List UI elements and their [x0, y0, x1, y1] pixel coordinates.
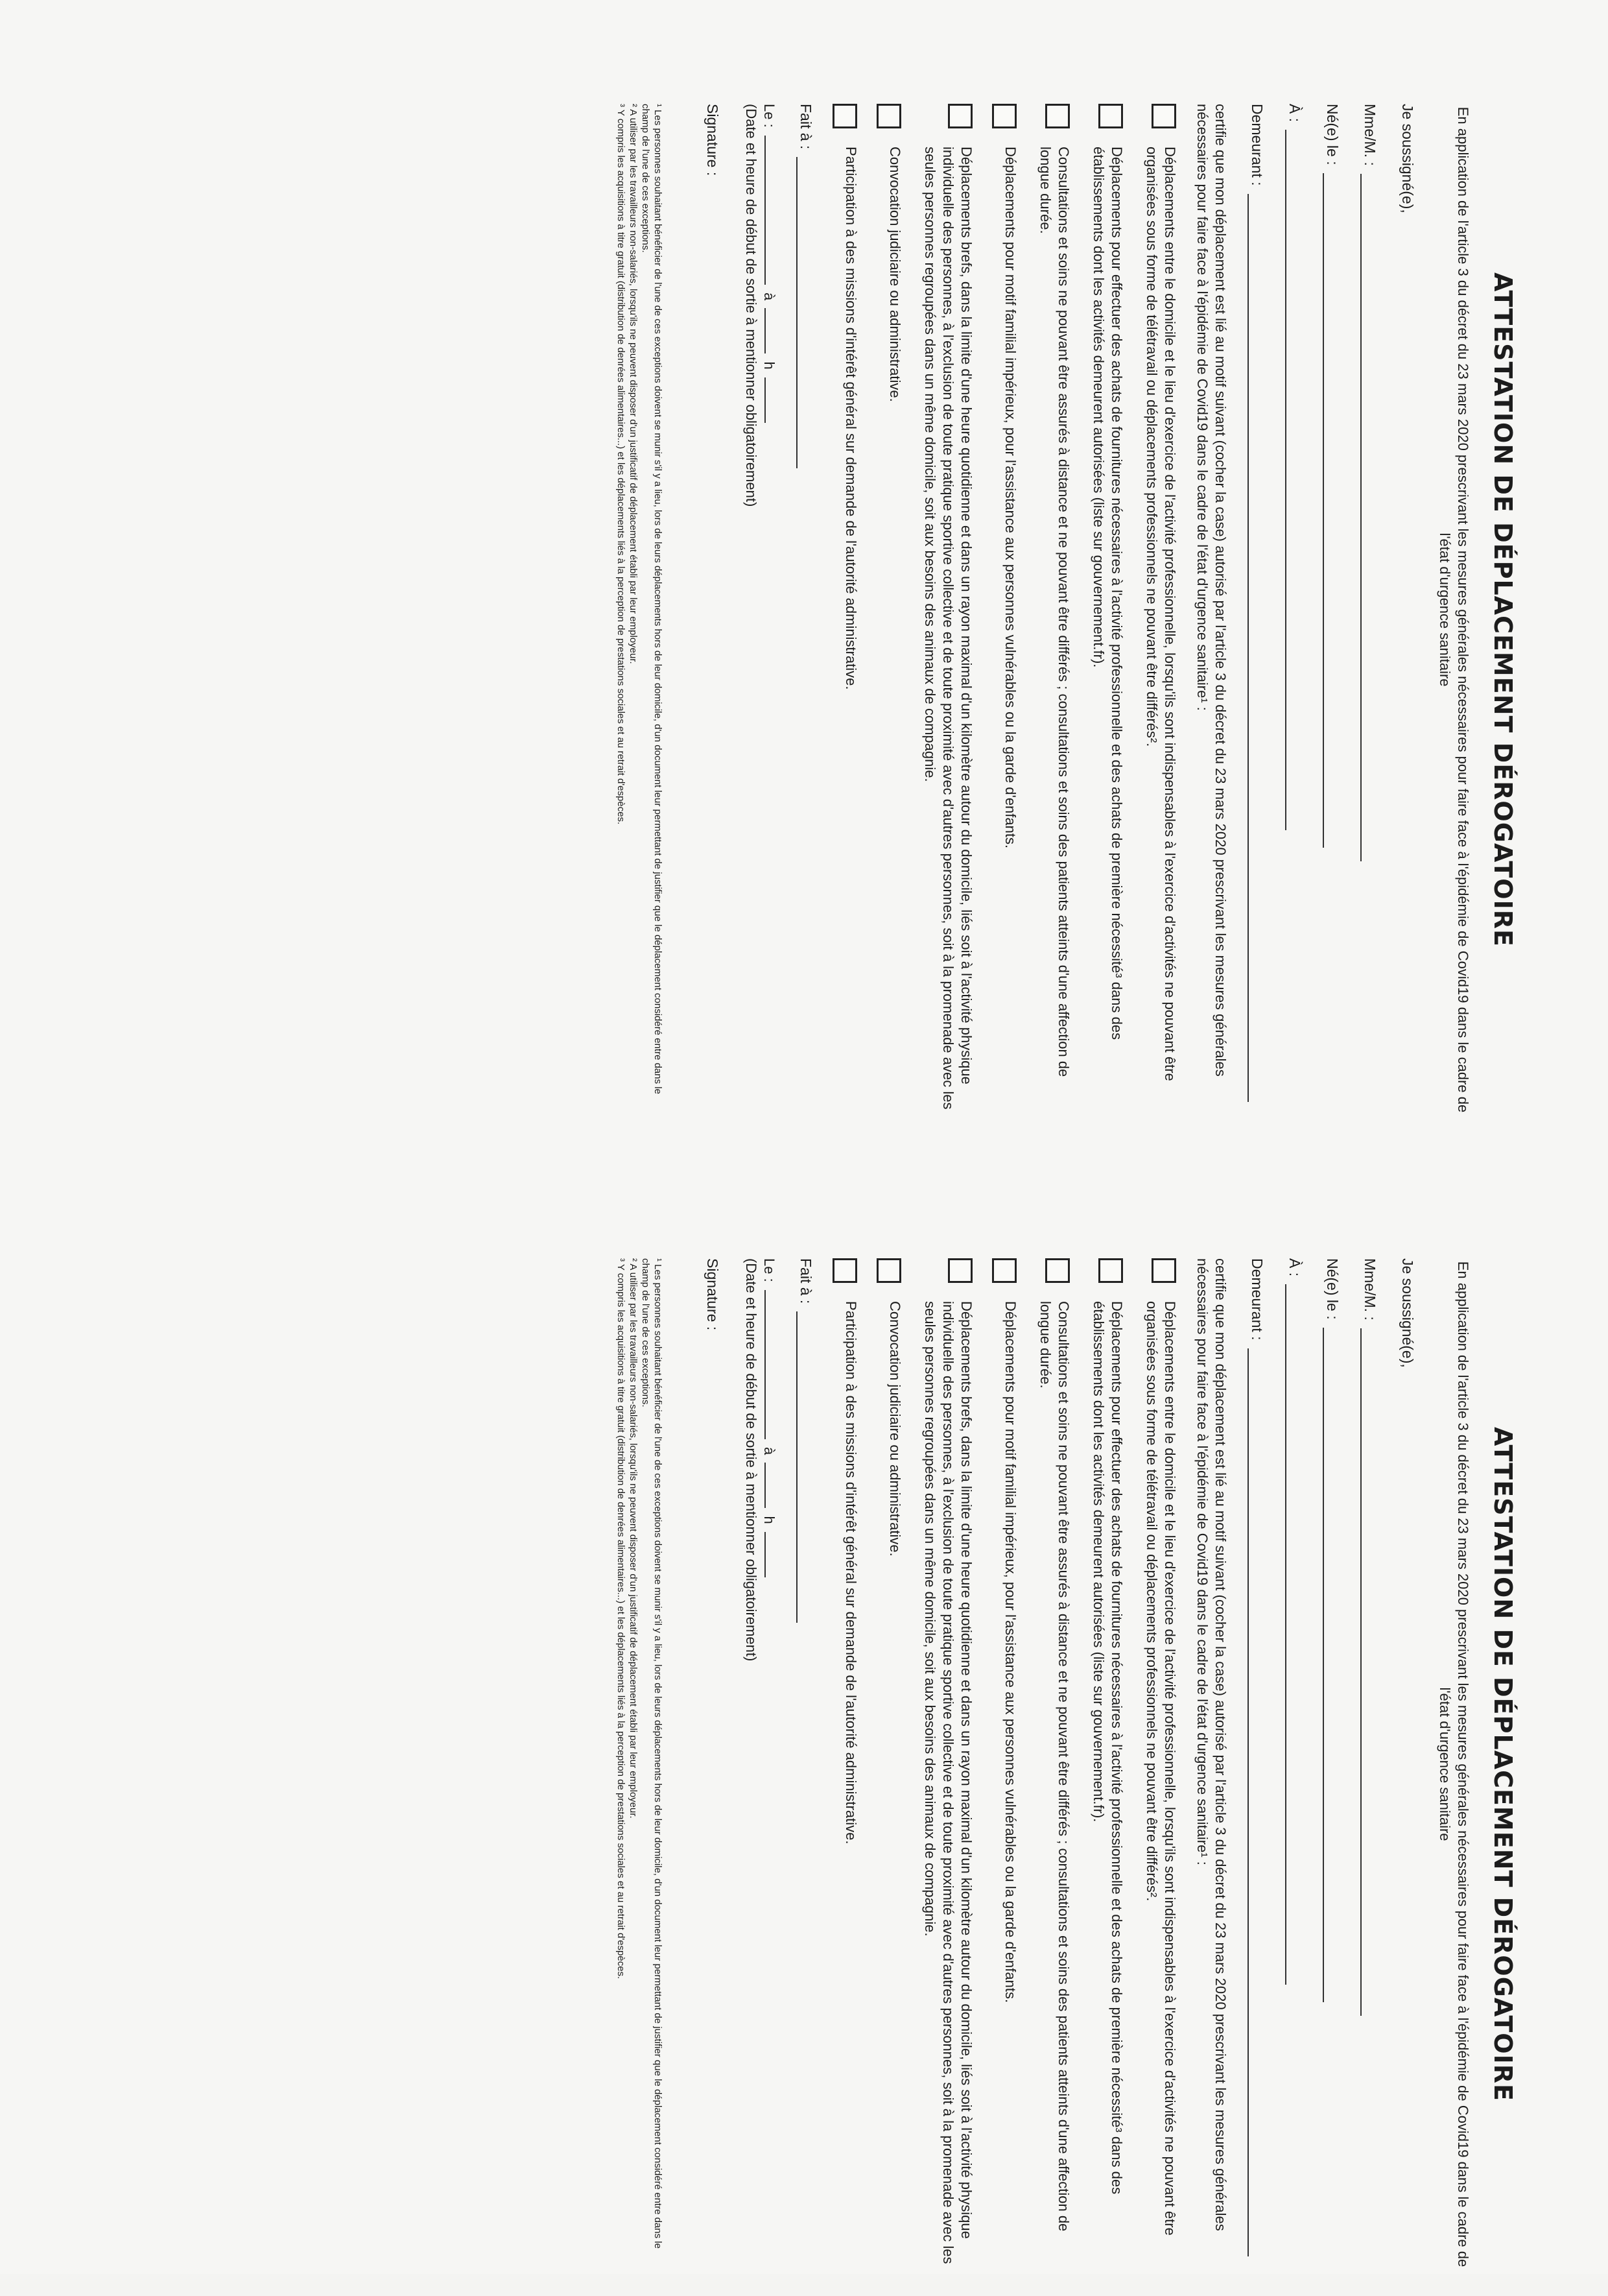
fait-field[interactable] [796, 1311, 812, 1623]
footnote: ² A utiliser par les travailleurs non-salariés, lorsqu'ils ne peuvent disposer d'un justificatif de déplacement établi par leur employeur. [628, 1258, 639, 1819]
option-checkbox[interactable] [1152, 1258, 1176, 1283]
footnote: ³ Y compris les acquisitions à titre gratuit (distribution de denrées alimentaires...) et les déplacements liés à la perception de prestations sociales et au retrait d'espèces. [615, 104, 626, 825]
born-field[interactable] [1323, 1328, 1338, 2002]
datetime-note: (Date et heure de début de sortie à mentionner obligatoirement) [743, 104, 759, 507]
born-row [1323, 104, 1342, 1116]
form-title: ATTESTATION DE DÉPLACEMENT DÉROGATOIRE [1489, 1427, 1517, 2101]
form-title: ATTESTATION DE DÉPLACEMENT DÉROGATOIRE [1489, 272, 1517, 947]
option-text: Déplacements pour motif familial impérieux, pour l'assistance aux personnes vulnérables ou la garde d'enfants. [1002, 1301, 1019, 2003]
option-text: Participation à des missions d'intérêt général sur demande de l'autorité administrative. [843, 1301, 859, 1845]
option-checkbox[interactable] [1045, 104, 1070, 128]
h-label: h [761, 1516, 777, 1524]
option-item [1089, 104, 1126, 1116]
option-item [1036, 104, 1072, 1116]
option-item [1036, 1258, 1072, 2270]
option-text: Participation à des missions d'intérêt général sur demande de l'autorité administrative. [843, 147, 859, 690]
le-label: Le : [761, 1258, 777, 1282]
fait-label: Fait à : [798, 1258, 814, 1304]
datetime-block [742, 104, 778, 1116]
fait-field[interactable] [796, 157, 812, 468]
option-item [921, 104, 975, 1116]
option-checkbox[interactable] [948, 104, 973, 128]
born-field[interactable] [1323, 173, 1338, 848]
address-field[interactable] [1247, 194, 1263, 1102]
option-item [992, 1258, 1019, 2270]
born-at-label: À : [1286, 1258, 1303, 1277]
signature-row [703, 104, 722, 1116]
option-checkbox[interactable] [948, 1258, 973, 1283]
footnote: ³ Y compris les acquisitions à titre gratuit (distribution de denrées alimentaires...) et les déplacements liés à la perception de prestations sociales et au retrait d'espèces. [615, 1258, 626, 1979]
address-label: Demeurant : [1249, 104, 1266, 186]
fait-row [796, 1258, 816, 2270]
footnote: ¹ Les personnes souhaitant bénéficier de l'une de ces exceptions doivent se munir s'il y a lieu, lors de leurs déplacements hors de leur domicile, d'un document leur permettant de justifier que le déplacement considéré entre dans le champ de l'une de ces exceptions. [640, 1258, 663, 2249]
fait-label: Fait à : [798, 104, 814, 150]
name-label: Mme/M. : [1362, 104, 1378, 166]
a-label: à [761, 1446, 777, 1455]
option-text: Déplacements pour effectuer des achats de fournitures nécessaires à l'activité professionnelle et des achats de première nécessité³ dans des établissements dont les activités demeurent autorisées (liste sur gouvernement.fr). [1091, 1301, 1125, 2195]
option-checkbox[interactable] [877, 1258, 901, 1283]
option-text: Déplacements entre le domicile et le lieu d'exercice de l'activité professionnelle, lorsqu'ils sont indispensables à l'exercice d'activités ne pouvant être organisées sous forme de télétravail ou déplacements professionnels ne pouvant être différés². [1144, 147, 1178, 1081]
option-text: Convocation judiciaire ou administrative. [887, 147, 903, 402]
option-text: Consultations et soins ne pouvant être assurés à distance et ne pouvant être différés ; consultations et soins des patients atteints d'une affection de longue durée. [1037, 147, 1072, 1077]
footnotes [615, 1258, 664, 2270]
option-item [833, 1258, 860, 2270]
name-label: Mme/M. : [1362, 1258, 1378, 1321]
option-item [1142, 1258, 1179, 2270]
signature-label: Signature : [704, 1258, 721, 1331]
hour-field[interactable] [764, 308, 777, 353]
born-at-field[interactable] [1285, 1284, 1301, 1985]
date-field[interactable] [764, 136, 777, 285]
option-checkbox[interactable] [1098, 1258, 1123, 1283]
form-intro: En application de l'article 3 du décret du 23 mars 2020 prescrivant les mesures générales nécessaires pour faire face à l'épidémie de Covid19 dans le cadre de l'état d'urgence sanitaire [1437, 1261, 1471, 2267]
option-item [833, 104, 860, 1116]
name-row [1360, 1258, 1380, 2270]
option-item [877, 1258, 904, 2270]
soussigne-label: Je soussigné(e), [1399, 104, 1416, 213]
option-checkbox[interactable] [877, 104, 901, 128]
option-text: Convocation judiciaire ou administrative. [887, 1301, 903, 1557]
option-checkbox[interactable] [992, 104, 1017, 128]
attestation-form-bottom [169, 1232, 1517, 2296]
option-text: Déplacements brefs, dans la limite d'une heure quotidienne et dans un rayon maximal d'un kilomètre autour du domicile, liés soit à l'activité physique individuelle des personnes, à l'exclusion de toute pratique sportive collective et de toute proximité avec d'autres personnes, soit à la promenade avec les seules personnes regroupées dans un même domicile, soit aux besoins des animaux de compagnie. [922, 147, 975, 1110]
option-item [921, 1258, 975, 2270]
born-at-row [1285, 1258, 1305, 2270]
attestation-form-top [169, 78, 1517, 1142]
footnote: ² A utiliser par les travailleurs non-salariés, lorsqu'ils ne peuvent disposer d'un justificatif de déplacement établi par leur employeur. [628, 104, 639, 664]
born-row [1323, 1258, 1342, 2270]
fait-row [796, 104, 816, 1116]
datetime-block [742, 1258, 778, 2270]
option-item [1142, 104, 1179, 1116]
name-field[interactable] [1360, 174, 1376, 861]
a-label: à [761, 292, 777, 301]
born-at-row [1285, 104, 1305, 1116]
soussigne-row [1398, 104, 1417, 1116]
soussigne-row [1398, 1258, 1417, 2270]
footnote: ¹ Les personnes souhaitant bénéficier de l'une de ces exceptions doivent se munir s'il y a lieu, lors de leurs déplacements hors de leur domicile, d'un document leur permettant de justifier que le déplacement considéré entre dans le champ de l'une de ces exceptions. [640, 104, 663, 1094]
footnotes [615, 104, 664, 1116]
option-checkbox[interactable] [833, 1258, 857, 1283]
le-label: Le : [761, 104, 777, 128]
name-row [1360, 104, 1380, 1116]
option-checkbox[interactable] [1152, 104, 1176, 128]
address-label: Demeurant : [1249, 1258, 1266, 1341]
born-at-label: À : [1286, 104, 1303, 123]
soussigne-label: Je soussigné(e), [1399, 1258, 1416, 1368]
certify-text: certifie que mon déplacement est lié au motif suivant (cocher la case) autorisé par l'article 3 du décret du 23 mars 2020 prescrivant les mesures générales nécessaires pour faire face à l'épidémie de Covid19 dans le cadre de l'état d'urgence sanitaire¹ : [1194, 1258, 1229, 2231]
hour-field[interactable] [764, 1463, 777, 1508]
option-item [877, 104, 904, 1116]
signature-row [703, 1258, 722, 2270]
option-checkbox[interactable] [833, 104, 857, 128]
option-checkbox[interactable] [1098, 104, 1123, 128]
datetime-line [760, 104, 778, 1116]
signature-label: Signature : [704, 104, 721, 176]
address-field[interactable] [1247, 1348, 1263, 2256]
datetime-note: (Date et heure de début de sortie à mentionner obligatoirement) [743, 1258, 759, 1662]
born-label: Né(e) le : [1324, 104, 1341, 165]
h-label: h [761, 361, 777, 370]
minute-field[interactable] [764, 1532, 777, 1577]
address-row [1247, 104, 1267, 1116]
option-item [992, 104, 1019, 1116]
minute-field[interactable] [764, 377, 777, 423]
address-row [1247, 1258, 1267, 2270]
born-at-field[interactable] [1285, 130, 1301, 830]
option-text: Consultations et soins ne pouvant être assurés à distance et ne pouvant être différés ; consultations et soins des patients atteints d'une affection de longue durée. [1037, 1301, 1072, 2232]
certify-text: certifie que mon déplacement est lié au motif suivant (cocher la case) autorisé par l'article 3 du décret du 23 mars 2020 prescrivant les mesures générales nécessaires pour faire face à l'épidémie de Covid19 dans le cadre de l'état d'urgence sanitaire¹ : [1194, 104, 1229, 1077]
option-checkbox[interactable] [1045, 1258, 1070, 1283]
form-intro: En application de l'article 3 du décret du 23 mars 2020 prescrivant les mesures générales nécessaires pour faire face à l'épidémie de Covid19 dans le cadre de l'état d'urgence sanitaire [1437, 106, 1471, 1113]
born-label: Né(e) le : [1324, 1258, 1341, 1320]
option-text: Déplacements brefs, dans la limite d'une heure quotidienne et dans un rayon maximal d'un kilomètre autour du domicile, liés soit à l'activité physique individuelle des personnes, à l'exclusion de toute pratique sportive collective et de toute proximité avec d'autres personnes, soit à la promenade avec les seules personnes regroupées dans un même domicile, soit aux besoins des animaux de compagnie. [922, 1301, 975, 2264]
option-checkbox[interactable] [992, 1258, 1017, 1283]
option-text: Déplacements entre le domicile et le lieu d'exercice de l'activité professionnelle, lorsqu'ils sont indispensables à l'exercice d'activités ne pouvant être organisées sous forme de télétravail ou déplacements professionnels ne pouvant être différés². [1144, 1301, 1178, 2236]
option-text: Déplacements pour effectuer des achats de fournitures nécessaires à l'activité professionnelle et des achats de première nécessité³ dans des établissements dont les activités demeurent autorisées (liste sur gouvernement.fr). [1091, 147, 1125, 1040]
option-text: Déplacements pour motif familial impérieux, pour l'assistance aux personnes vulnérables ou la garde d'enfants. [1002, 147, 1019, 849]
option-item [1089, 1258, 1126, 2270]
datetime-line [760, 1258, 778, 2270]
date-field[interactable] [764, 1290, 777, 1439]
name-field[interactable] [1360, 1328, 1376, 2016]
